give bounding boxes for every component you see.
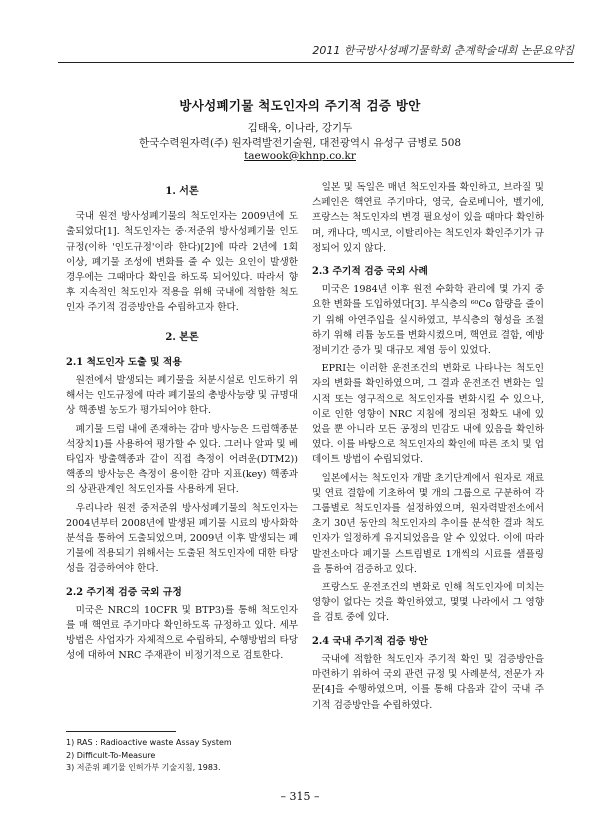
paper-title: 방사성폐기물 척도인자의 주기적 검증 방안 bbox=[179, 98, 421, 113]
paragraph-2-3-a: 미국은 1984년 이후 원전 수화학 관리에 몇 가지 중요한 변화를 도입하였다[3]. 부식층의 ⁶⁰Co 함량을 줄이기 위해 아연주입을 실시하였고, 부식층의 형성을 조절하기 위해 리튬 농도를 변화시켰으며, 핵연료 결함, 예방정비기간 증가 및 대규모 제염 등이 있었다. bbox=[312, 284, 544, 357]
footnote-rule bbox=[66, 731, 176, 732]
left-column bbox=[66, 180, 298, 667]
email-link[interactable]: taewook@khnp.co.kr bbox=[244, 150, 356, 162]
paragraph-2-1-a: 원전에서 발생되는 폐기물을 처분시설로 인도하기 위해서는 인도규정에 따라 폐기물의 총방사능량 및 규명대상 핵종별 농도가 평가되어야 한다. bbox=[66, 375, 298, 417]
section-heading-body: 2. 본론 bbox=[165, 331, 199, 343]
authors: 김태욱, 이나라, 강기두 bbox=[247, 122, 353, 134]
subsection-heading-2-1: 2.1 척도인자 도출 및 적용 bbox=[66, 356, 182, 368]
intro-paragraph: 국내 원전 방사성폐기물의 척도인자는 2009년에 도출되었다[1]. 척도인자는 중·저준위 방사성폐기물 인도규정(이하 '인도규정'이라 한다)[2]에 따라 2년에 1회 이상, 폐기물 조성에 변화를 줄 수 있는 요인이 발생한 경우에는 그때마다 확인을 하도록 되어있다. 따라서 향후 지속적인 척도인자 적용을 위해 국내에 적합한 척도인자 주기적 검증방안을 수립하고자 한다. bbox=[66, 211, 298, 314]
footnote-2: 2) Difficult-To-Measure bbox=[66, 750, 156, 760]
paragraph-2-3-b: EPRI는 이러한 운전조건의 변화로 나타나는 척도인자의 변화를 확인하였으며, 그 결과 운전조건 변화는 일시적 또는 영구적으로 척도인자를 변화시킬 수 있으나, 이로 인한 영향이 NRC 지침에 정의된 정확도 내에 있었을 뿐 아니라 모든 공정의 민감도 내에 있음을 확인하였다. 이를 바탕으로 척도인자의 확인에 따른 조치 및 업데이트 방법이 수립되었다. bbox=[312, 363, 544, 466]
paragraph-2-2-a: 미국은 NRC의 10CFR 및 BTP3)를 통해 척도인자를 매 핵연료 주기마다 확인하도록 규정하고 있다. 세부 방법은 사업자가 자체적으로 수립하되, 수행방법의 타당성에 대하여 NRC 주재관이 비정기적으로 검토한다. bbox=[66, 604, 298, 662]
footnotes bbox=[66, 737, 306, 775]
paragraph-2-1-c: 우리나라 원전 중저준위 방사성폐기물의 척도인자는 2004년부터 2008년에 발생된 폐기물 시료의 방사화학분석을 통하여 도출되었으며, 2009년 이후 발생되는 폐기물에 적용되기 위해서는 도출된 척도인자에 대한 타당성을 검증하여야 한다. bbox=[66, 502, 298, 575]
subsection-heading-2-3: 2.3 주기적 검증 국외 사례 bbox=[312, 266, 428, 278]
running-header: 2011 한국방사성폐기물학회 춘계학술대회 논문요약집 bbox=[312, 44, 574, 57]
paragraph-2-2-b: 일본 및 독일은 매년 척도인자를 확인하고, 브라질 및 스페인은 핵연료 주기마다, 영국, 슬로베니아, 벨기에, 프랑스는 척도인자의 변경 필요성이 있을 때마다 확인하며, 캐나다, 멕시코, 이탈리아는 척도인자 확인주기가 규정되어 있지 않다. bbox=[312, 182, 544, 254]
affiliation: 한국수력원자력(주) 원자력발전기술원, 대전광역시 유성구 금병로 508 bbox=[138, 137, 462, 149]
paragraph-2-3-d: 프랑스도 운전조건의 변화로 인해 척도인자에 미치는 영향이 없다는 것을 확인하였고, 몇몇 나라에서 그 영향을 검토 중에 있다. bbox=[312, 582, 544, 624]
subsection-heading-2-4: 2.4 국내 주기적 검증 방안 bbox=[312, 635, 428, 647]
page-number: – 315 – bbox=[280, 790, 320, 803]
footnote-1: 1) RAS : Radioactive waste Assay System bbox=[66, 738, 232, 747]
section-heading-intro: 1. 서론 bbox=[165, 186, 199, 197]
right-column bbox=[312, 180, 544, 716]
email bbox=[0, 150, 600, 162]
footnote-3: 3) 저준위 폐기물 인허가부 기술지침, 1983. bbox=[66, 763, 221, 772]
paragraph-2-4-a: 국내에 적합한 척도인자 주기적 확인 및 검증방안을 마련하기 위하여 국외 관련 규정 및 사례분석, 전문가 자문[4]을 수행하였으며, 이를 통해 다음과 같이 국내 주기적 검증방안을 수립하였다. bbox=[312, 653, 544, 711]
header-rule bbox=[58, 62, 574, 63]
paragraph-2-1-b: 폐기물 드럼 내에 존재하는 감마 방사능은 드럼핵종분석장치1)를 사용하여 평가할 수 있다. 그러나 알파 및 베타입자 방출핵종과 같이 직접 측정이 어려운(DTM2)) 핵종의 방사능은 측정이 용이한 감마 지표(key) 핵종과의 상관관계인 척도인자를 사용하게 된다. bbox=[66, 423, 298, 496]
paragraph-2-3-c: 일본에서는 척도인자 개발 초기단계에서 원자로 재료 및 연료 결함에 기초하여 몇 개의 그룹으로 구분하여 각 그룹별로 척도인자를 설정하였으며, 원자력발전소에서 초기 30년 동안의 척도인자의 추이를 분석한 결과 척도인자가 일정하게 유지되었음을 알 수 있었다. 이에 따라 발전소마다 폐기물 스트림별로 1개씩의 시료를 샘플링을 통하여 검증하고 있다. bbox=[312, 472, 544, 575]
subsection-heading-2-2: 2.2 주기적 검증 국외 규정 bbox=[66, 586, 182, 598]
